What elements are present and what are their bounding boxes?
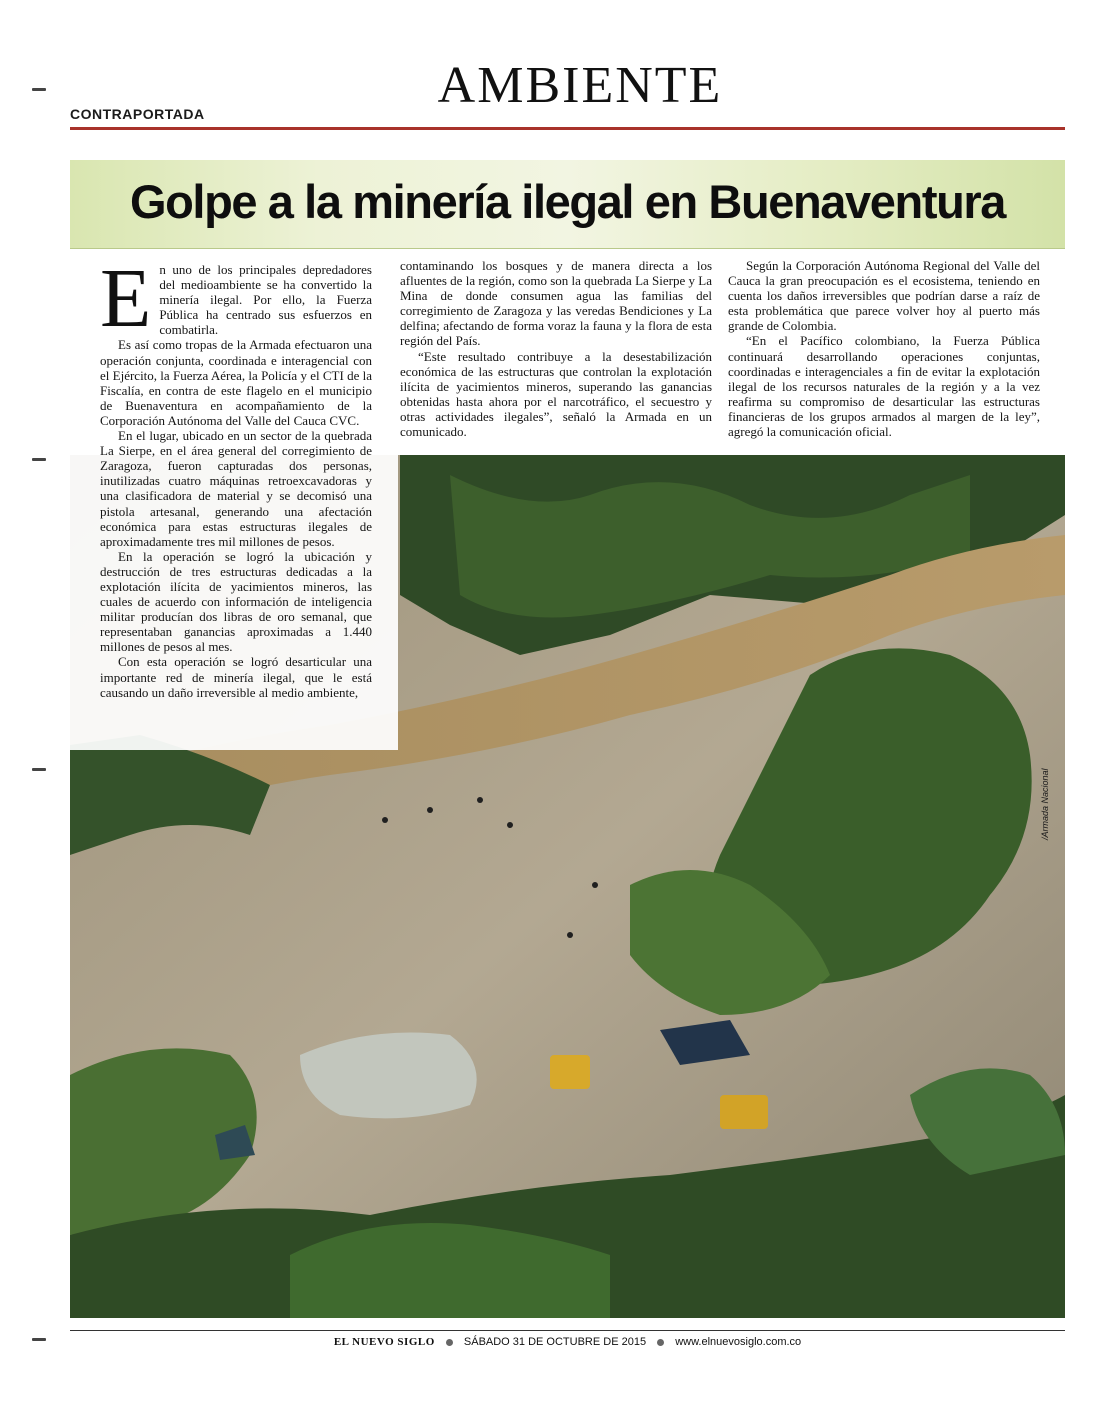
- footer: [70, 1336, 1065, 1348]
- footer-brand: EL NUEVO SIGLO: [333, 1336, 435, 1348]
- paragraph: Con esta operación se logró desarticular una importante red de minería ilegal, que le está causando un daño irreversible al medio ambiente,: [100, 654, 372, 700]
- paragraph: contaminando los bosques y de manera directa a los afluentes de la región, como son la quebrada La Sierpe y La Mina de donde consumen agua las familias del corregimiento de Zaragoza y las veredas Bendiciones y La delfina; afectando de forma voraz la fauna y la flora de esta región del País.: [400, 258, 712, 349]
- paragraph: Según la Corporación Autónoma Regional del Valle del Cauca la gran preocupación es el ecosistema, teniendo en cuenta los daños irreversibles que podrían darse a raíz de esta problemática que parece volver hoy al puerto más grande de Colombia.: [728, 258, 1040, 334]
- photo-credit: /Armada Nacional: [1040, 768, 1050, 840]
- bullet-icon: [657, 1339, 664, 1346]
- registration-mark: [32, 1338, 46, 1341]
- paragraph: “En el Pacífico colombiano, la Fuerza Pública continuará desarrollando operaciones conjuntas, coordinadas e interagenciales a fin de evitar la explotación ilegal de los recursos naturales de la región y a la vez reafirma su compromiso de desarticular las estructuras financieras de los grupos armados al margen de la ley”, agregó la comunicación oficial.: [728, 333, 1040, 440]
- article-column-3: [728, 258, 1040, 439]
- paragraph: En uno de los principales depredadores del medioambiente se ha convertido la minería ilegal. Por ello, la Fuerza Pública ha centrado sus esfuerzos en combatirla.: [100, 252, 372, 345]
- footer-url[interactable]: www.elnuevosiglo.com.co: [675, 1336, 802, 1348]
- registration-mark: [32, 768, 46, 771]
- headline: Golpe a la minería ilegal en Buenaventura: [129, 175, 1006, 228]
- article-column-2: [400, 258, 712, 439]
- paragraph: En la operación se logró la ubicación y destrucción de tres estructuras dedicadas a la explotación ilícita de yacimientos mineros, las cuales de acuerdo con información de inteligencia militar producían dos libras de oro semanal, que representaban ganancias aproximadas a 1.440 millones de pesos al mes.: [100, 548, 372, 655]
- registration-mark: [32, 458, 46, 461]
- footer-rule: [70, 1330, 1065, 1331]
- article-column-1: [70, 252, 398, 750]
- footer-date: SÁBADO 31 DE OCTUBRE DE 2015: [463, 1336, 647, 1348]
- paragraph: Es así como tropas de la Armada efectuaron una operación conjunta, coordinada e interagencial con el Ejército, la Fuerza Aérea, la Policía y el CTI de la Fiscalía, en contra de este flagelo en el municipio de Buenaventura en acompañamiento de la Corporación Autónoma del Valle del Cauca CVC.: [100, 337, 372, 428]
- paragraph: “Este resultado contribuye a la desestabilización económica de las estructuras que controlan la explotación ilícita de yacimientos mineros, superando las ganancias obtenidas hasta ahora por el narcotráfico, el secuestro y otras actividades ilegales”, señaló la Armada en un comunicado.: [400, 348, 712, 440]
- paragraph: En el lugar, ubicado en un sector de la quebrada La Sierpe, en el área general del corregimiento de Zaragoza, fueron capturadas dos personas, inutilizadas cuatro máquinas retroexcavadoras y una clasificadora de material y se decomisó una pistola artesanal, generando una afectación económica para estas estructuras ilegales de aproximadamente tres mil millones de pesos.: [100, 428, 372, 549]
- bullet-icon: [446, 1339, 453, 1346]
- section-title: AMBIENTE: [437, 57, 723, 114]
- section-label: CONTRAPORTADA: [70, 106, 205, 122]
- header-rule: [70, 127, 1065, 130]
- drop-cap: E: [100, 252, 152, 345]
- registration-mark: [32, 88, 46, 91]
